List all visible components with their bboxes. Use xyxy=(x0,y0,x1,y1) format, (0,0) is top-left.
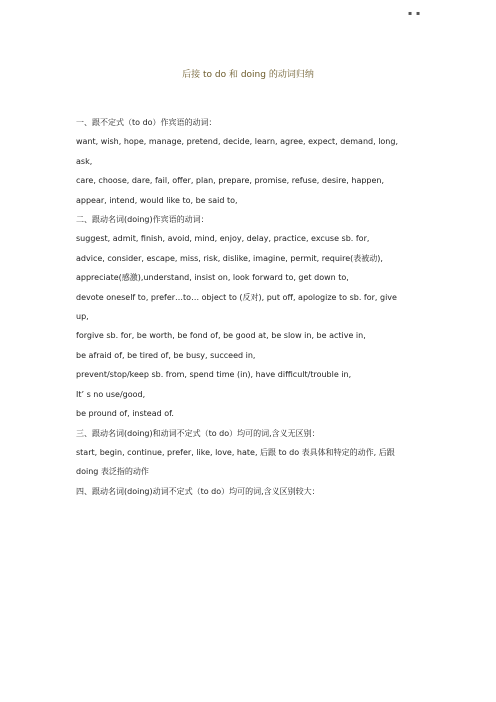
section-2-line: forgive sb. for, be worth, be fond of, be good at, be slow in, be active in, xyxy=(76,331,366,341)
document-body xyxy=(76,113,416,501)
section-2-heading: 二、跟动名词(doing)作宾语的动词： xyxy=(76,215,209,225)
section-3-heading: 三、跟动名词(doing)和动词不定式（to do）均可的词,含义无区别： xyxy=(76,428,320,438)
section-2-line: appreciate(感激),understand, insist on, look forward to, get down to, xyxy=(76,273,349,283)
section-3-line: start, begin, continue, prefer, like, love, hate, 后跟 to do 表具体和特定的动作, 后跟 xyxy=(76,447,395,457)
section-1-heading: 一、跟不定式（to do）作宾语的动词： xyxy=(76,118,217,127)
section-2-line: be afraid of, be tired of, be busy, succeed in, xyxy=(76,350,256,360)
header-mark: ▪ ▪ xyxy=(408,10,422,17)
section-2-line: prevent/stop/keep sb. from, spend time (in), have difficult/trouble in, xyxy=(76,370,352,380)
document-title: 后接 to do 和 doing 的动词归纳 xyxy=(182,70,314,80)
section-1-line: want, wish, hope, manage, pretend, decide, learn, agree, expect, demand, long, xyxy=(76,137,398,147)
section-2-line: devote oneself to, prefer…to… object to (反对), put off, apologize to sb. for, give xyxy=(76,292,397,302)
section-2-line: up, xyxy=(76,312,89,322)
section-1-line: care, choose, dare, fail, offer, plan, prepare, promise, refuse, desire, happen, xyxy=(76,176,385,186)
section-4-heading: 四、跟动名词(doing)动词不定式（to do）均可的词,含义区别较大： xyxy=(76,486,320,496)
section-1-line: appear, intend, would like to, be said to, xyxy=(76,195,238,205)
section-2-line: be pround of, instead of. xyxy=(76,409,174,419)
section-3-line: doing 表泛指的动作 xyxy=(76,467,149,477)
section-2-line: suggest, admit, finish, avoid, mind, enjoy, delay, practice, excuse sb. for, xyxy=(76,234,370,244)
section-2-line: It’ s no use/good, xyxy=(76,389,146,399)
section-2-line: advice, consider, escape, miss, risk, dislike, imagine, permit, require(表被动), xyxy=(76,253,383,263)
section-1-line: ask, xyxy=(76,156,93,166)
